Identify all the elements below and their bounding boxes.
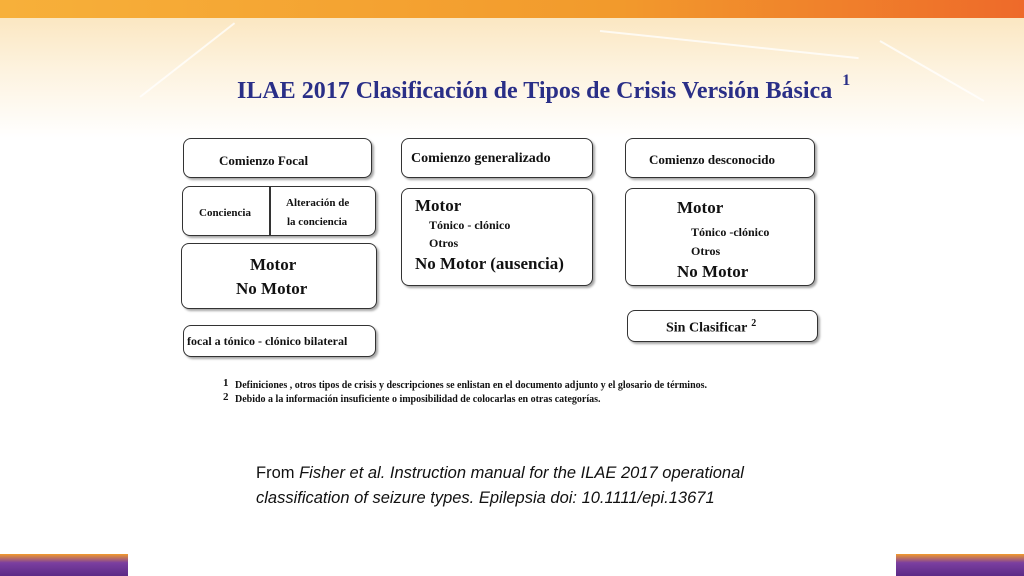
footnote-number: 1: [223, 377, 229, 389]
bottom-left-accent: [0, 554, 128, 576]
focal-onset-box: [183, 138, 372, 178]
top-accent-bar: [0, 0, 1024, 18]
title-text: ILAE 2017 Clasificación de Tipos de Crisis Versión Básica: [237, 78, 833, 104]
citation-line-1: [256, 461, 744, 486]
title-footnote-ref: 1: [842, 72, 851, 89]
focal-bilateral-box: [183, 325, 376, 357]
aware-label: Conciencia: [199, 207, 251, 219]
generalized-item-tonic-clonic: Tónico - clónico: [429, 218, 511, 232]
citation: [256, 461, 744, 511]
footnote-text: Definiciones , otros tipos de crisis y descripciones se enlistan en el documento adjunto y el glosario de términos.: [235, 380, 708, 391]
awareness-divider: [269, 187, 271, 235]
citation-line2-text: classification of seizure types. Epilepsia doi: 10.1111/epi.13671: [256, 489, 715, 507]
citation-prefix: From: [256, 464, 300, 482]
generalized-no-motor-label: No Motor (ausencia): [415, 254, 564, 273]
unknown-types-box: [625, 188, 815, 286]
unclassified-box: [627, 310, 818, 342]
generalized-onset-box: [401, 138, 593, 178]
footnotes: [223, 377, 707, 405]
footnote-text: Debido a la información insuficiente o imposibilidad de colocarlas en otras categorías.: [235, 394, 601, 405]
generalized-types-box: [401, 188, 593, 286]
unclassified-footnote-ref: 2: [751, 318, 757, 329]
impaired-awareness-line1: Alteración de: [286, 197, 350, 209]
awareness-box: [182, 186, 376, 236]
focal-motor-box: [181, 243, 377, 309]
focal-onset-label: Comienzo Focal: [219, 153, 309, 168]
focal-motor-label: Motor: [250, 255, 297, 274]
unclassified-label: [666, 318, 756, 337]
focal-bilateral-label: focal a tónico - clónico bilateral: [187, 334, 348, 348]
citation-line-2: [256, 486, 744, 511]
unknown-no-motor-label: No Motor: [677, 262, 749, 281]
footnote-row: [223, 391, 707, 405]
slide-title: [237, 72, 851, 105]
citation-line1-text: Fisher et al. Instruction manual for the ILAE 2017 operational: [299, 464, 744, 482]
unknown-onset-label: Comienzo desconocido: [649, 152, 776, 167]
focal-no-motor-label: No Motor: [236, 279, 308, 298]
footnote-number: 2: [223, 391, 229, 403]
generalized-motor-label: Motor: [415, 196, 462, 215]
impaired-awareness-line2: la conciencia: [287, 216, 348, 228]
unknown-onset-box: [625, 138, 815, 178]
unknown-motor-label: Motor: [677, 198, 724, 217]
footnote-row: [223, 377, 707, 391]
generalized-onset-label: Comienzo generalizado: [411, 151, 551, 166]
bottom-right-accent: [896, 554, 1024, 576]
unclassified-text: Sin Clasificar: [666, 320, 748, 336]
generalized-item-others: Otros: [429, 236, 459, 250]
unknown-item-others: Otros: [691, 244, 721, 258]
unknown-item-tonic-clonic: Tónico -clónico: [691, 225, 770, 239]
